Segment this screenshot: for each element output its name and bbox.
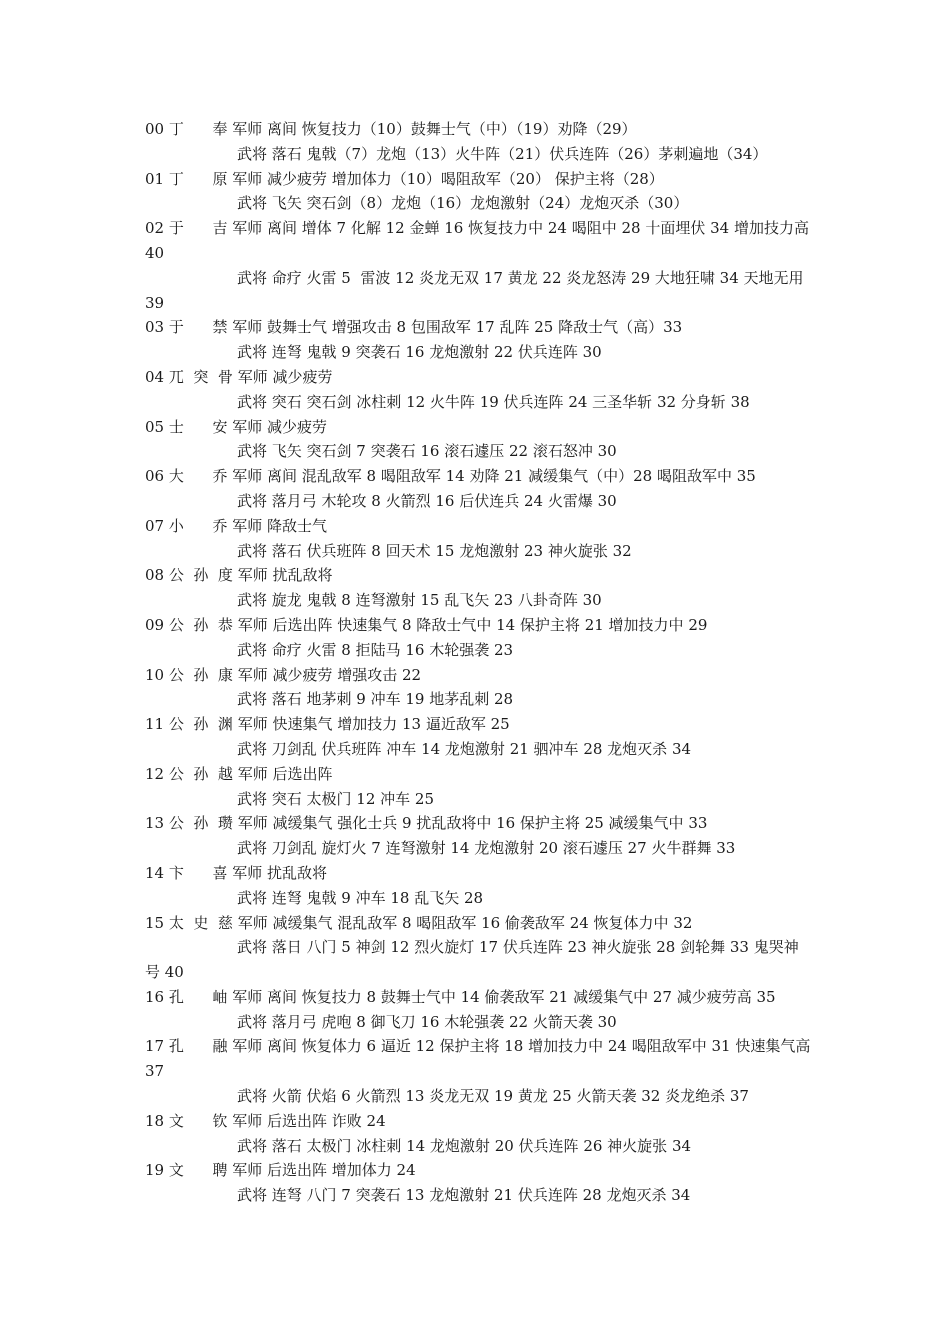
entry-18-strategist: 18 文 钦 军师 后选出阵 诈败 24 — [145, 1111, 386, 1130]
entry-07-strategist: 07 小 乔 军师 降敌士气 — [145, 516, 328, 535]
entry-00-strategist: 00 丁 奉 军师 离间 恢复技力（10）鼓舞士气（中）（19）劝降（29） — [145, 120, 637, 138]
entry-10-general: 武将 落石 地茅刺 9 冲车 19 地茅乱刺 28 — [237, 690, 514, 709]
entry-17-general: 武将 火箭 伏焰 6 火箭烈 13 炎龙无双 19 黄龙 25 火箭天袭 32 炎龙绝杀 37 — [237, 1087, 749, 1106]
entry-16-strategist: 16 孔 岫 军师 离间 恢复技力 8 鼓舞士气中 14 偷袭敌军 21 减缓集气中 27 减少疲劳高 35 — [145, 987, 776, 1006]
entry-11-general: 武将 刀剑乱 伏兵班阵 冲车 14 龙炮激射 21 驷冲车 28 龙炮灭杀 34 — [237, 739, 692, 758]
entry-12-strategist: 12 公 孙 越 军师 后选出阵 — [145, 764, 333, 783]
entry-13-strategist: 13 公 孙 瓒 军师 减缓集气 强化士兵 9 扰乱敌将中 16 保护主将 25 减缓集气中 33 — [145, 814, 708, 833]
entry-19-strategist: 19 文 聘 军师 后选出阵 增加体力 24 — [145, 1161, 416, 1180]
entry-03-strategist: 03 于 禁 军师 鼓舞士气 增强攻击 8 包围敌军 17 乱阵 25 降敌士气（高）33 — [145, 318, 683, 337]
entry-01-general: 武将 飞矢 突石剑（8）龙炮（16）龙炮激射（24）龙炮灭杀（30） — [237, 194, 689, 213]
entry-02-general: 武将 命疗 火雷 5 雷波 12 炎龙无双 17 黄龙 22 炎龙怒涛 29 大地狂啸 34 天地无用 39 — [145, 268, 809, 312]
entry-10-strategist: 10 公 孙 康 军师 减少疲劳 增强攻击 22 — [145, 665, 422, 684]
entry-09-strategist: 09 公 孙 恭 军师 后选出阵 快速集气 8 降敌士气中 14 保护主将 21 增加技力中 29 — [145, 615, 708, 634]
entry-08-general: 武将 旋龙 鬼戟 8 连弩激射 15 乱飞矢 23 八卦奇阵 30 — [237, 591, 602, 610]
entry-17-strategist: 17 孔 融 军师 离间 恢复体力 6 逼近 12 保护主将 18 增加技力中 24 喝阻敌军中 31 快速集气高 37 — [145, 1037, 816, 1081]
entry-01-strategist: 01 丁 原 军师 减少疲劳 增加体力（10）喝阻敌军（20） 保护主将（28） — [145, 169, 664, 188]
entry-14-general: 武将 连弩 鬼戟 9 冲车 18 乱飞矢 28 — [237, 888, 484, 907]
entry-00-general: 武将 落石 鬼戟（7）龙炮（13）火牛阵（21）伏兵连阵（26）茅刺遍地（34） — [237, 144, 768, 163]
entry-06-general: 武将 落月弓 木轮攻 8 火箭烈 16 后伏连兵 24 火雷爆 30 — [237, 491, 617, 510]
entry-04-strategist: 04 兀 突 骨 军师 减少疲劳 — [145, 367, 333, 386]
entry-15-general: 武将 落日 八门 5 神剑 12 烈火旋灯 17 伏兵连阵 23 神火旋张 28 剑轮舞 33 鬼哭神号 40 — [145, 938, 799, 982]
entry-11-strategist: 11 公 孙 渊 军师 快速集气 增加技力 13 逼近敌军 25 — [145, 715, 510, 734]
entry-09-general: 武将 命疗 火雷 8 拒陆马 16 木轮强袭 23 — [237, 640, 514, 659]
document-body — [145, 117, 816, 1208]
entry-14-strategist: 14 卞 喜 军师 扰乱敌将 — [145, 863, 328, 882]
entry-03-general: 武将 连弩 鬼戟 9 突袭石 16 龙炮激射 22 伏兵连阵 30 — [237, 343, 602, 362]
entry-15-strategist: 15 太 史 慈 军师 减缓集气 混乱敌军 8 喝阻敌军 16 偷袭敌军 24 恢复体力中 32 — [145, 913, 693, 932]
entry-08-strategist: 08 公 孙 度 军师 扰乱敌将 — [145, 566, 333, 585]
entry-06-strategist: 06 大 乔 军师 离间 混乱敌军 8 喝阻敌军 14 劝降 21 减缓集气（中）28 喝阻敌军中 35 — [145, 467, 756, 486]
entry-16-general: 武将 落月弓 虎咆 8 御飞刀 16 木轮强袭 22 火箭天袭 30 — [237, 1012, 617, 1031]
entry-19-general: 武将 连弩 八门 7 突袭石 13 龙炮激射 21 伏兵连阵 28 龙炮灭杀 34 — [237, 1186, 691, 1205]
entry-05-strategist: 05 士 安 军师 减少疲劳 — [145, 417, 328, 436]
entry-02-strategist: 02 于 吉 军师 离间 增体 7 化解 12 金蝉 16 恢复技力中 24 喝阻中 28 十面埋伏 34 增加技力高 40 — [145, 219, 814, 262]
entry-07-general: 武将 落石 伏兵班阵 8 回天术 15 龙炮激射 23 神火旋张 32 — [237, 541, 632, 560]
entry-04-general: 武将 突石 突石剑 冰柱刺 12 火牛阵 19 伏兵连阵 24 三圣华斩 32 分身斩 38 — [237, 392, 750, 411]
entry-13-general: 武将 刀剑乱 旋灯火 7 连弩激射 14 龙炮激射 20 滚石遽压 27 火牛群舞 33 — [237, 839, 736, 858]
entry-05-general: 武将 飞矢 突石剑 7 突袭石 16 滚石遽压 22 滚石怒冲 30 — [237, 442, 617, 461]
entry-18-general: 武将 落石 太极门 冰柱刺 14 龙炮激射 20 伏兵连阵 26 神火旋张 34 — [237, 1136, 692, 1155]
entry-12-general: 武将 突石 太极门 12 冲车 25 — [237, 789, 435, 808]
